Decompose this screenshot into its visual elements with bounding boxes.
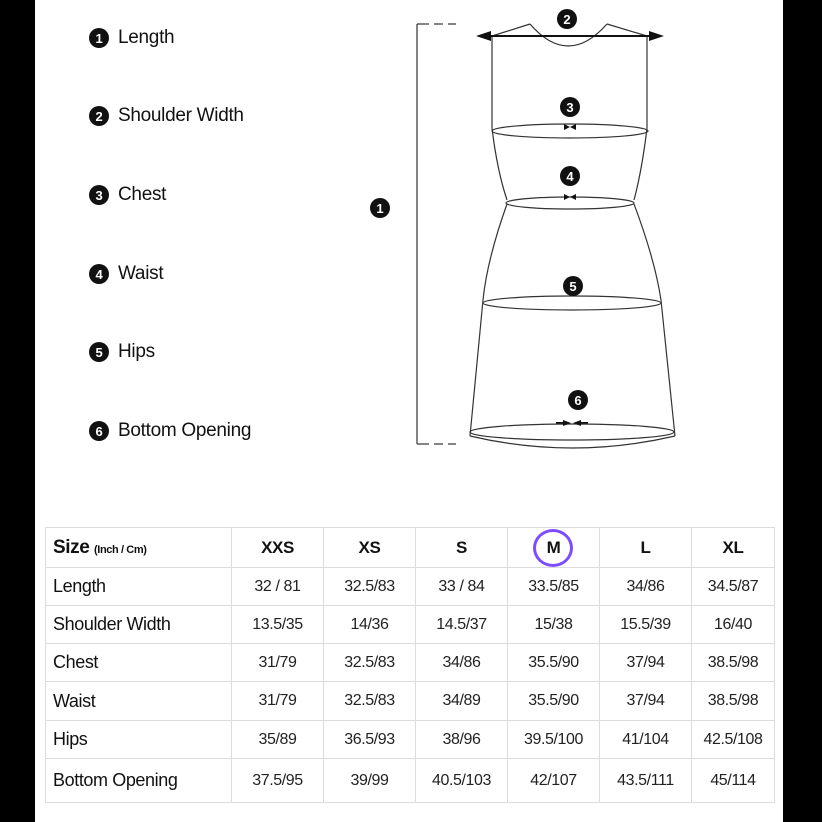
size-s-header: S: [416, 528, 508, 568]
table-cell: 13.5/35: [232, 606, 324, 644]
table-cell: 15/38: [508, 606, 600, 644]
table-row: [46, 759, 775, 803]
number-badge-icon: 6: [89, 421, 109, 441]
table-cell: 15.5/39: [600, 606, 692, 644]
highlight-circle: [533, 529, 573, 567]
marker-6: [568, 390, 588, 410]
svg-text:4: 4: [566, 169, 574, 184]
waist-ellipse: [506, 197, 634, 209]
table-cell: 37/94: [600, 644, 692, 682]
table-cell: 31/79: [232, 682, 324, 721]
marker-1: [370, 198, 390, 218]
marker-2: [557, 9, 577, 29]
table-cell: 34/86: [600, 568, 692, 606]
marker-4: [560, 166, 580, 186]
table-cell: 32.5/83: [324, 568, 416, 606]
svg-text:2: 2: [563, 12, 571, 27]
table-cell: 14/36: [324, 606, 416, 644]
number-badge-icon: 1: [89, 28, 109, 48]
table-row: [46, 644, 775, 682]
row-label: Chest: [46, 644, 232, 682]
table-cell: 38/96: [416, 721, 508, 759]
legend-label: Chest: [118, 184, 167, 205]
table-row: [46, 721, 775, 759]
table-cell: 32.5/83: [324, 682, 416, 721]
table-cell: 37.5/95: [232, 759, 324, 803]
table-cell: 35.5/90: [508, 644, 600, 682]
row-label: Length: [46, 568, 232, 606]
size-l-header: L: [600, 528, 692, 568]
number-badge-icon: 2: [89, 106, 109, 126]
table-header-row: [46, 528, 775, 568]
chest-ellipse: [492, 124, 648, 138]
table-cell: 38.5/98: [692, 644, 775, 682]
legend-label: Waist: [118, 263, 164, 284]
table-cell: 16/40: [692, 606, 775, 644]
row-label: Waist: [46, 682, 232, 721]
bottom-ellipse: [470, 424, 674, 440]
number-badge-icon: 5: [89, 342, 109, 362]
dress-diagram: [35, 0, 783, 470]
svg-text:1: 1: [376, 201, 384, 216]
table-cell: 38.5/98: [692, 682, 775, 721]
table-cell: 35/89: [232, 721, 324, 759]
legend-label: Length: [118, 27, 175, 48]
table-cell: 36.5/93: [324, 721, 416, 759]
table-cell: 42/107: [508, 759, 600, 803]
hips-ellipse: [483, 296, 661, 310]
table-cell: 31/79: [232, 644, 324, 682]
number-badge-icon: 4: [89, 264, 109, 284]
svg-text:3: 3: [566, 100, 574, 115]
table-cell: 32.5/83: [324, 644, 416, 682]
table-cell: 42.5/108: [692, 721, 775, 759]
table-cell: 43.5/111: [600, 759, 692, 803]
row-label: Shoulder Width: [46, 606, 232, 644]
table-cell: 34/89: [416, 682, 508, 721]
table-cell: 34/86: [416, 644, 508, 682]
row-label: Hips: [46, 721, 232, 759]
row-label: Bottom Opening: [46, 759, 232, 803]
legend-label: Shoulder Width: [118, 105, 244, 126]
legend-label: Bottom Opening: [118, 420, 252, 441]
size-header-cell: Size (Inch / Cm): [46, 528, 232, 568]
legend-label: Hips: [118, 341, 155, 362]
table-cell: 37/94: [600, 682, 692, 721]
table-cell: 32 / 81: [232, 568, 324, 606]
number-badge-icon: 3: [89, 185, 109, 205]
size-xs-header: XS: [324, 528, 416, 568]
svg-text:5: 5: [569, 279, 577, 294]
table-cell: 34.5/87: [692, 568, 775, 606]
marker-3: [560, 97, 580, 117]
size-xl-header: XL: [692, 528, 775, 568]
size-xxs-header: XXS: [232, 528, 324, 568]
size-m-header: M: [508, 528, 600, 568]
table-cell: 40.5/103: [416, 759, 508, 803]
table-cell: 45/114: [692, 759, 775, 803]
table-cell: 41/104: [600, 721, 692, 759]
table-cell: 39/99: [324, 759, 416, 803]
marker-5: [563, 276, 583, 296]
table-cell: 14.5/37: [416, 606, 508, 644]
table-cell: 33.5/85: [508, 568, 600, 606]
size-chart-page: [35, 0, 783, 822]
table-row: [46, 682, 775, 721]
size-table: [45, 527, 775, 803]
table-row: [46, 606, 775, 644]
table-row: [46, 568, 775, 606]
table-cell: 39.5/100: [508, 721, 600, 759]
svg-text:6: 6: [574, 393, 582, 408]
table-cell: 35.5/90: [508, 682, 600, 721]
table-cell: 33 / 84: [416, 568, 508, 606]
